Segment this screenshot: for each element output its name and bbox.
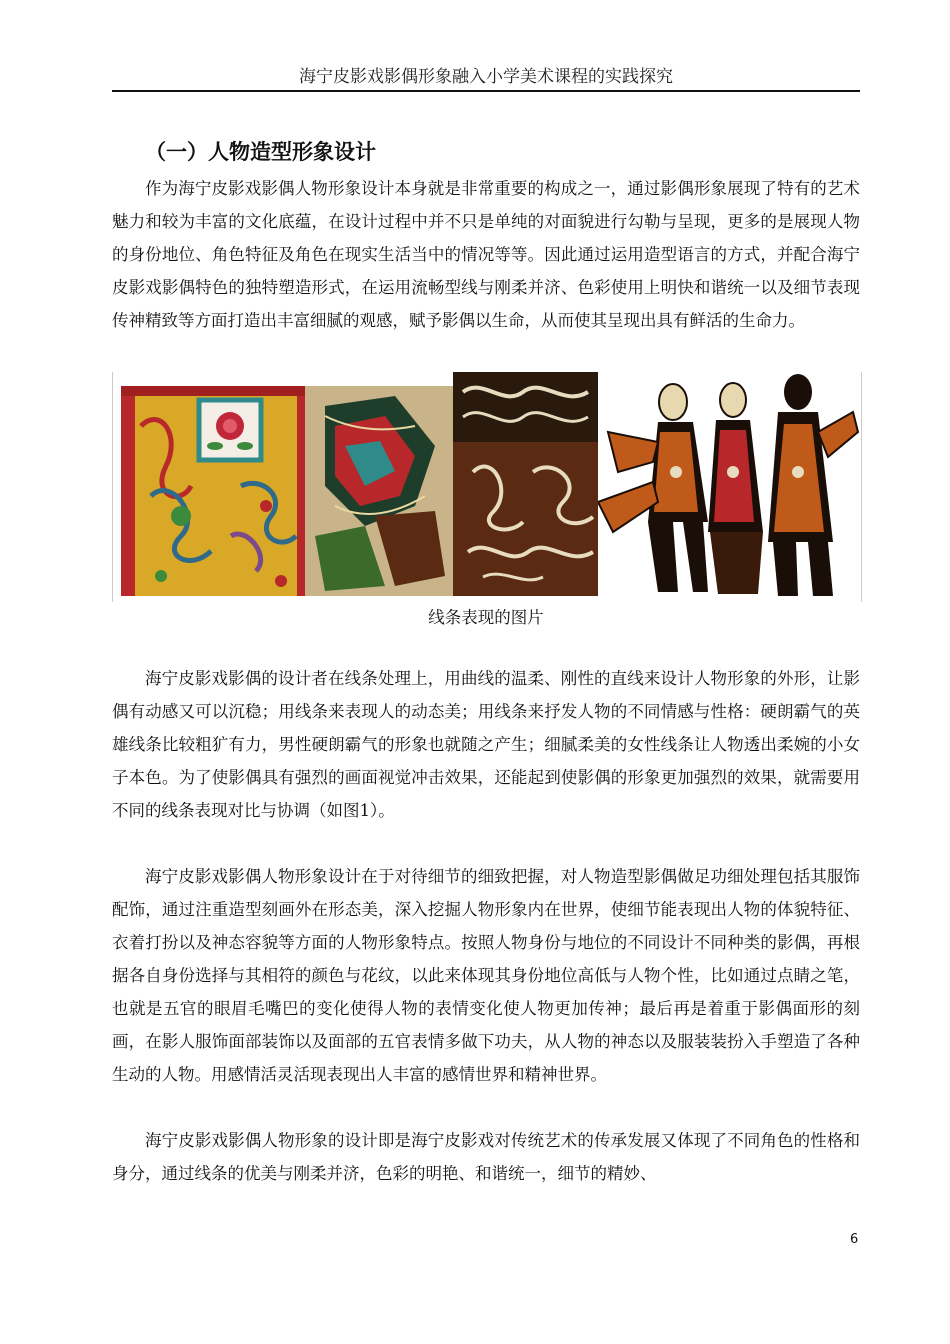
figure-line-expression	[112, 372, 862, 602]
header-rule	[112, 90, 860, 92]
running-header: 海宁皮影戏影偶形象融入小学美术课程的实践探究	[299, 67, 673, 87]
section-heading: （一）人物造型形象设计	[145, 140, 376, 164]
paragraph-3: 海宁皮影戏影偶人物形象设计在于对待细节的细致把握，对人物造型影偶做足功细处理包括其服饰配饰，通过注重造型刻画外在形态美，深入挖掘人物形象内在世界，使细节能表现出人物的体貌特征、衣着打扮以及神态容貌等方面的人物形象特点。按照人物身份与地位的不同设计不同种类的影偶，再根据各自身份选择与其相符的颜色与花纹，以此来体现其身份地位高低与人物个性，比如通过点睛之笔，也就是五官的眼眉毛嘴巴的变化使得人物的表情变化使人物更加传神；最后再是着重于影偶面形的刻画，在影人服饰面部装饰以及面部的五官表情多做下功夫，从人物的神态以及服装装扮入手塑造了各种生动的人物。用感情活灵活现表现出人丰富的感情世界和精神世界。	[112, 867, 860, 1084]
puppet-costume-image	[305, 386, 453, 596]
figure-caption: 线条表现的图片	[428, 608, 544, 627]
embroidery-image	[121, 386, 311, 596]
cloud-pattern-image	[453, 372, 598, 596]
paragraph-1: 作为海宁皮影戏影偶人物形象设计本身就是非常重要的构成之一，通过影偶形象展现了特有的艺术魅力和较为丰富的文化底蕴，在设计过程中并不只是单纯的对面貌进行勾勒与呈现，更多的是展现人物的身份地位、角色特征及角色在现实生活当中的情况等等。因此通过运用造型语言的方式，并配合海宁皮影戏影偶特色的独特塑造形式，在运用流畅型线与刚柔并济、色彩使用上明快和谐统一以及细节表现传神精致等方面打造出丰富细腻的观感，赋予影偶以生命，从而使其呈现出具有鲜活的生命力。	[112, 179, 860, 330]
paragraph-4: 海宁皮影戏影偶人物形象的设计即是海宁皮影戏对传统艺术的传承发展又体现了不同角色的性格和身分，通过线条的优美与刚柔并济，色彩的明艳、和谐统一，细节的精妙、	[112, 1131, 860, 1183]
paragraph-2: 海宁皮影戏影偶的设计者在线条处理上，用曲线的温柔、刚性的直线来设计人物形象的外形，让影偶有动感又可以沉稳；用线条来表现人的动态美；用线条来抒发人物的不同情感与性格：硬朗霸气的英雄线条比较粗犷有力，男性硬朗霸气的形象也就随之产生；细腻柔美的女性线条让人物透出柔婉的小女子本色。为了使影偶具有强烈的画面视觉冲击效果，还能起到使影偶的形象更加强烈的效果，就需要用不同的线条表现对比与协调（如图1）。	[112, 669, 860, 820]
puppet-figures-image	[598, 372, 860, 600]
page-number: 6	[850, 1232, 859, 1247]
